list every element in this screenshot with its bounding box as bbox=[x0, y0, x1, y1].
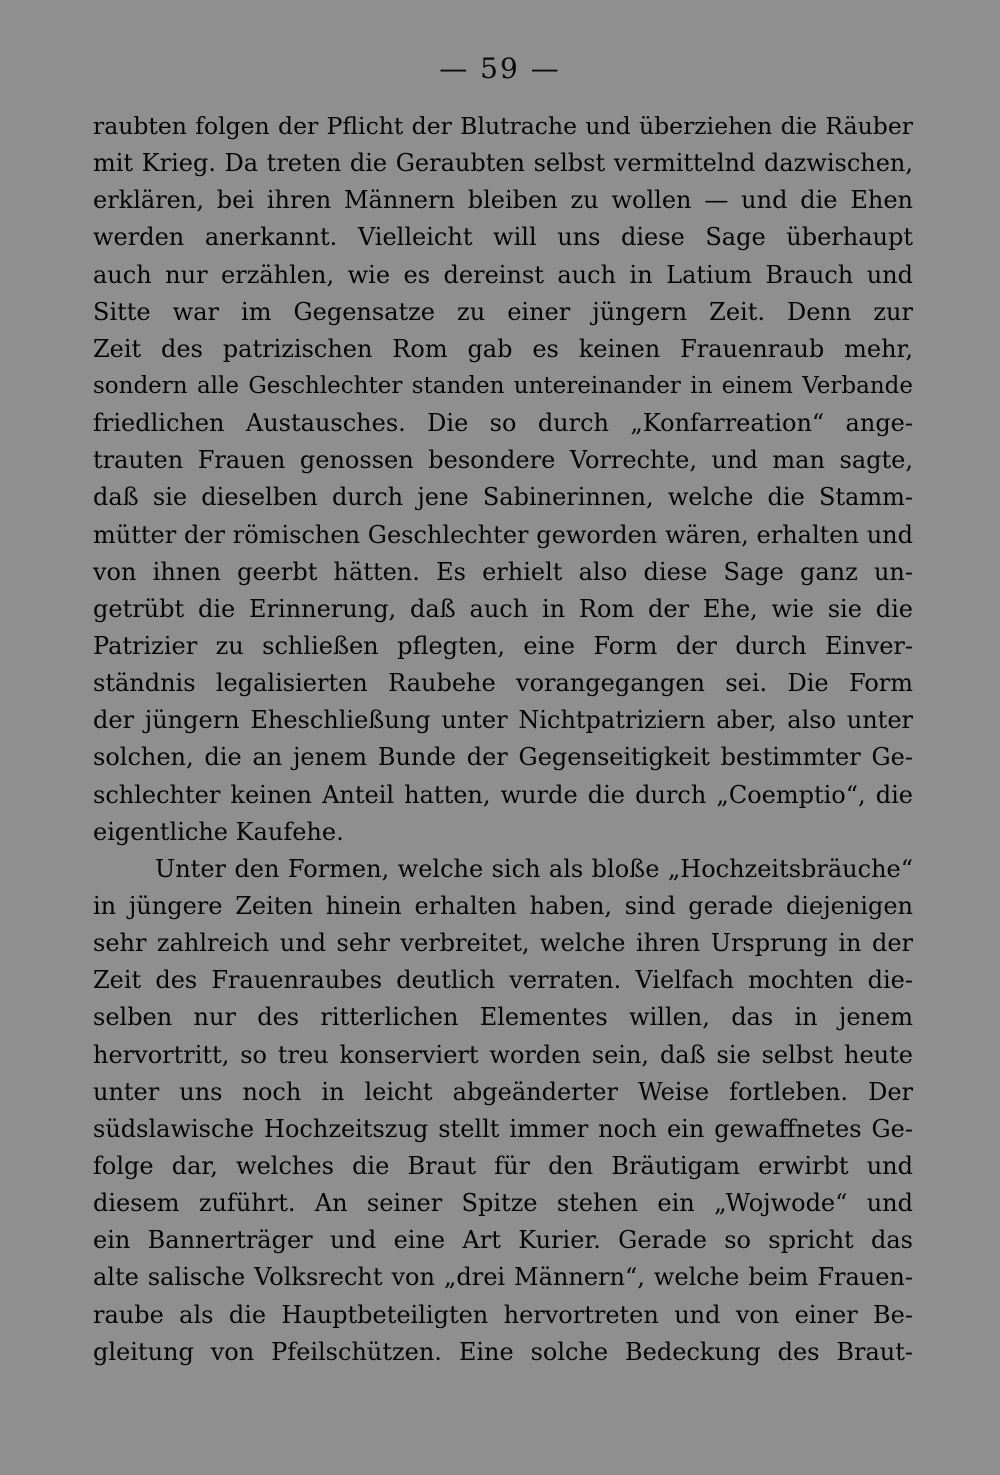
page-number: — 59 — bbox=[439, 52, 561, 85]
text-line: von ihnen geerbt hätten. Es erhielt also diese Sage ganz un- bbox=[93, 557, 913, 586]
text-line: daß sie dieselben durch jene Sabinerinnen, welche die Stamm- bbox=[93, 483, 913, 512]
text-line: sehr zahlreich und sehr verbreitet, welche ihren Ursprung in der bbox=[93, 929, 913, 958]
text-line: gleitung von Pfeilschützen. Eine solche Bedeckung des Braut- bbox=[93, 1337, 913, 1366]
text-line: Sitte war im Gegensatze zu einer jüngern Zeit. Denn zur bbox=[93, 297, 913, 326]
text-line: ständnis legalisierten Raubehe vorangegangen sei. Die Form bbox=[93, 669, 913, 698]
text-line: werden anerkannt. Vielleicht will uns diese Sage überhaupt bbox=[93, 223, 913, 252]
text-line: mit Krieg. Da treten die Geraubten selbst vermittelnd dazwischen, bbox=[93, 149, 913, 178]
text-line: unter uns noch in leicht abgeänderter Weise fortleben. Der bbox=[93, 1077, 913, 1106]
text-line: schlechter keinen Anteil hatten, wurde die durch „Coemptio“, die bbox=[93, 780, 913, 809]
text-line: Zeit des Frauenraubes deutlich verraten. Vielfach mochten die- bbox=[93, 966, 913, 995]
text-line: diesem zuführt. An seiner Spitze stehen ein „Wojwode“ und bbox=[93, 1189, 913, 1218]
text-line: folge dar, welches die Braut für den Bräutigam erwirbt und bbox=[93, 1151, 913, 1180]
text-line: selben nur des ritterlichen Elementes willen, das in jenem bbox=[93, 1003, 913, 1032]
text-line: Zeit des patrizischen Rom gab es keinen Frauenraub mehr, bbox=[93, 334, 913, 363]
text-line: raube als die Hauptbeteiligten hervortreten und von einer Be- bbox=[93, 1300, 913, 1329]
text-line: getrübt die Erinnerung, daß auch in Rom der Ehe, wie sie die bbox=[93, 594, 913, 623]
text-line: friedlichen Austausches. Die so durch „Konfarreation“ ange- bbox=[93, 409, 913, 438]
text-line: erklären, bei ihren Männern bleiben zu wollen — und die Ehen bbox=[93, 186, 913, 215]
text-line: trauten Frauen genossen besondere Vorrechte, und man sagte, bbox=[93, 446, 913, 475]
paragraph-start-line: Unter den Formen, welche sich als bloße „Hochzeitsbräuche“ bbox=[155, 854, 913, 883]
text-line: auch nur erzählen, wie es dereinst auch in Latium Brauch und bbox=[93, 260, 913, 289]
text-line: sondern alle Geschlechter standen untereinander in einem Verbande bbox=[93, 372, 913, 399]
text-line: alte salische Volksrecht von „drei Männern“, welche beim Frauen- bbox=[93, 1263, 913, 1292]
text-line: raubten folgen der Pflicht der Blutrache und überziehen die Räuber bbox=[93, 112, 913, 140]
text-line: ein Bannerträger und eine Art Kurier. Gerade so spricht das bbox=[93, 1226, 913, 1255]
body-text bbox=[93, 108, 913, 1371]
text-line: der jüngern Eheschließung unter Nichtpatriziern aber, also unter bbox=[93, 706, 913, 735]
text-line: Patrizier zu schließen pflegten, eine Form der durch Einver- bbox=[93, 631, 913, 660]
paragraph-end-line: eigentliche Kaufehe. bbox=[93, 817, 344, 846]
text-line: südslawische Hochzeitszug stellt immer noch ein gewaffnetes Ge- bbox=[93, 1114, 913, 1143]
text-line: solchen, die an jenem Bunde der Gegenseitigkeit bestimmter Ge- bbox=[93, 743, 913, 772]
text-line: mütter der römischen Geschlechter geworden wären, erhalten und bbox=[93, 520, 913, 549]
text-line: in jüngere Zeiten hinein erhalten haben, sind gerade diejenigen bbox=[93, 891, 913, 920]
text-line: hervortritt, so treu konserviert worden sein, daß sie selbst heute bbox=[93, 1040, 913, 1069]
